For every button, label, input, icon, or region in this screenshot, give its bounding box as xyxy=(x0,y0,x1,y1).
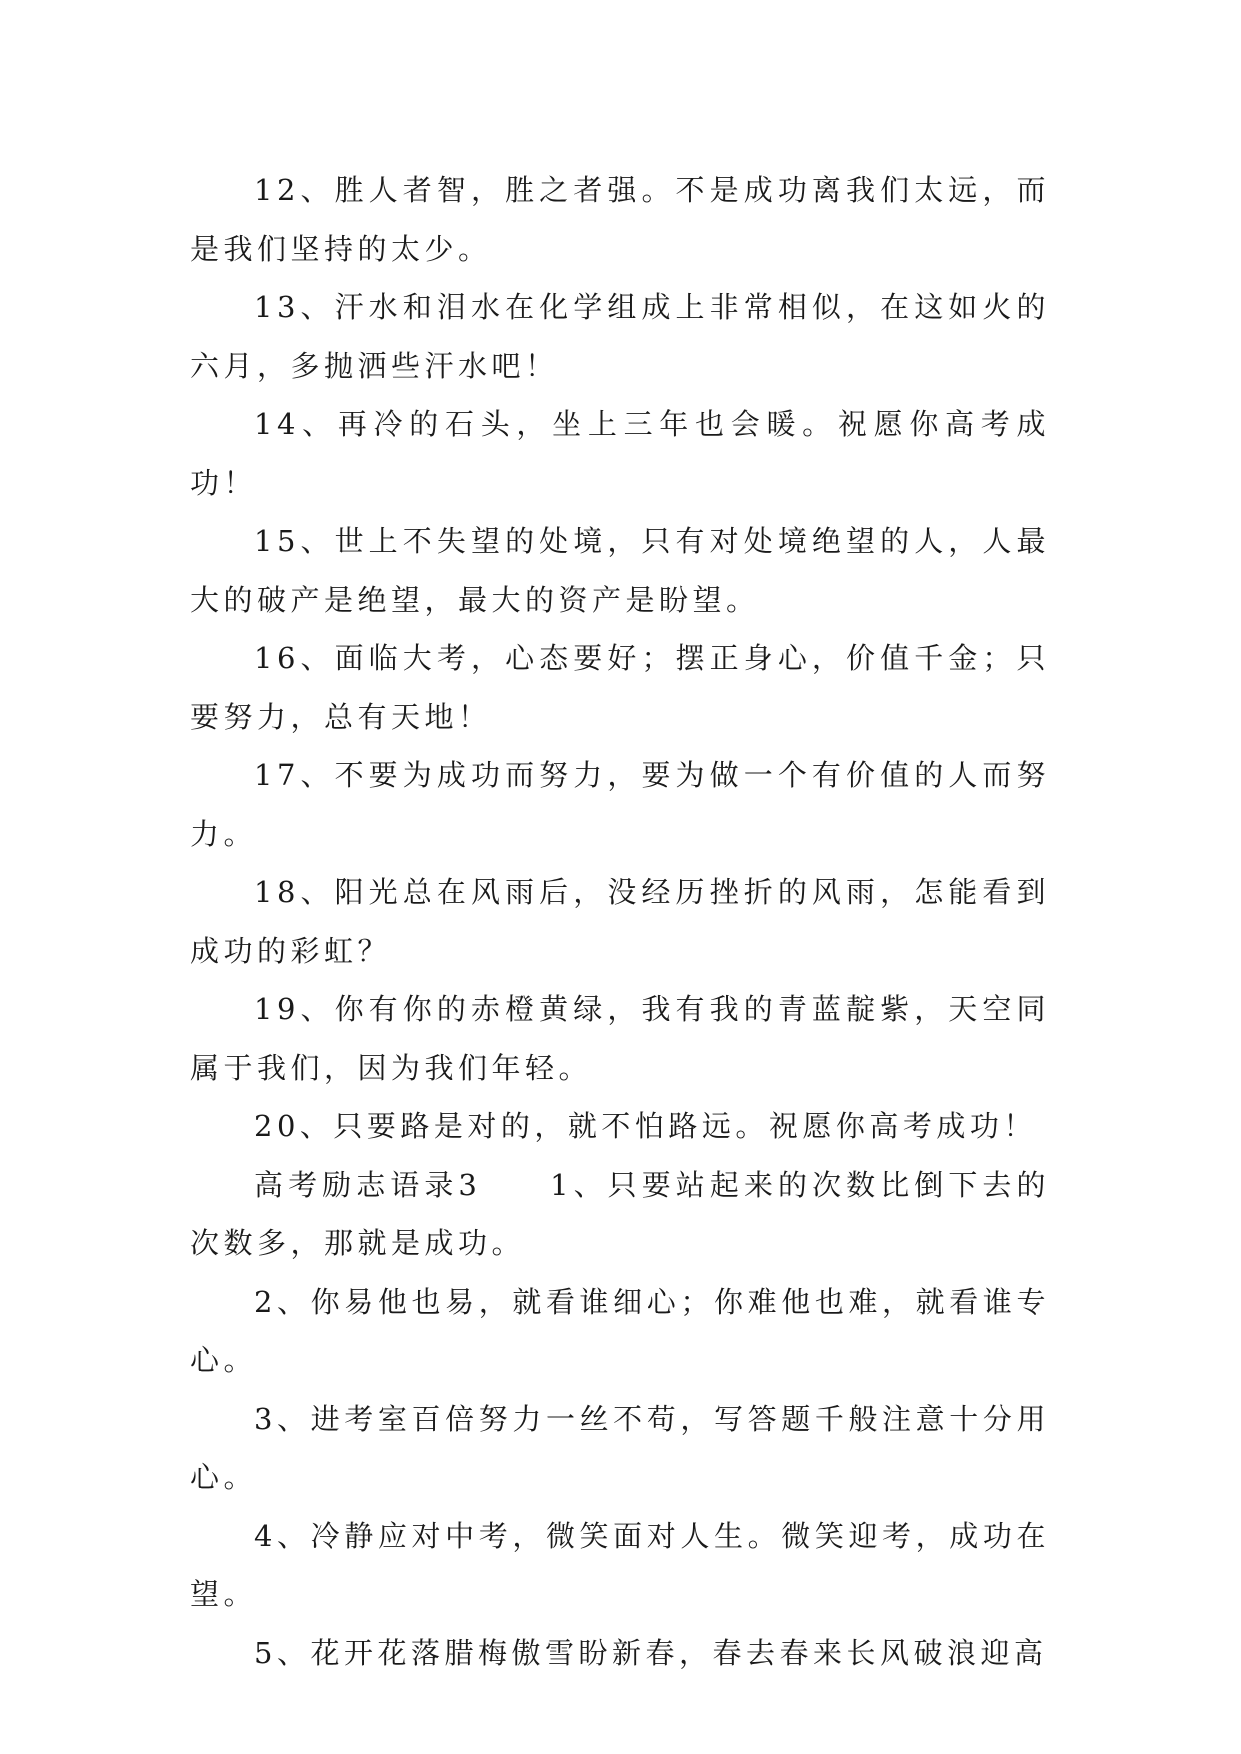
paragraph-17: 17、不要为成功而努力，要为做一个有价值的人而努力。 xyxy=(190,758,1050,851)
paragraph-section-3-item-5: 5、花开花落腊梅傲雪盼新春，春去春来长风破浪迎高 xyxy=(254,1635,1048,1670)
paragraph-section-3-item-2: 2、你易他也易，就看谁细心；你难他也难，就看谁专心。 xyxy=(190,1284,1050,1377)
paragraph-section-3-item-1: 高考励志语录3 1、只要站起来的次数比倒下去的次数多，那就是成功。 xyxy=(190,1167,1050,1260)
paragraph-20: 20、只要路是对的，就不怕路远。祝愿你高考成功！ xyxy=(254,1109,1037,1143)
paragraph-16: 16、面临大考，心态要好；摆正身心，价值千金；只要努力，总有天地！ xyxy=(190,641,1050,734)
paragraph-section-3-item-4: 4、冷静应对中考，微笑面对人生。微笑迎考，成功在望。 xyxy=(190,1518,1050,1611)
paragraph-section-3-item-3: 3、进考室百倍努力一丝不苟，写答题千般注意十分用心。 xyxy=(190,1401,1050,1494)
paragraph-15: 15、世上不失望的处境，只有对处境绝望的人，人最大的破产是绝望，最大的资产是盼望。 xyxy=(190,524,1050,617)
paragraph-18: 18、阳光总在风雨后，没经历挫折的风雨，怎能看到成功的彩虹？ xyxy=(190,875,1050,968)
paragraph-19: 19、你有你的赤橙黄绿，我有我的青蓝靛紫，天空同属于我们，因为我们年轻。 xyxy=(190,992,1050,1085)
paragraph-13: 13、汗水和泪水在化学组成上非常相似，在这如火的六月，多抛洒些汗水吧！ xyxy=(190,290,1050,383)
paragraph-14: 14、再冷的石头，坐上三年也会暖。祝愿你高考成功！ xyxy=(190,407,1050,500)
paragraph-12: 12、胜人者智，胜之者强。不是成功离我们太远，而是我们坚持的太少。 xyxy=(190,173,1050,266)
document-body xyxy=(190,161,1050,1682)
